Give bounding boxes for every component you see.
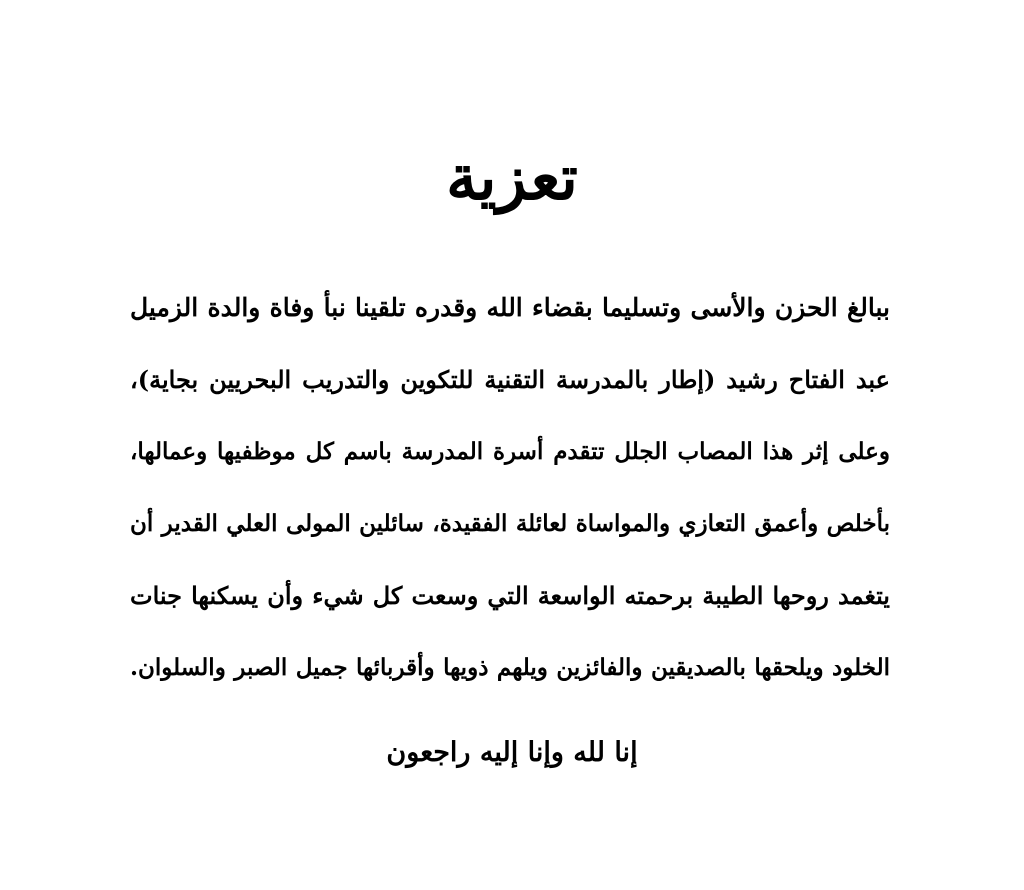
- body-line-2: عبد الفتاح رشيد (إطار بالمدرسة التقنية للتكوين والتدريب البحريين بجاية)،: [130, 365, 890, 394]
- body-line-1: ببالغ الحزن والأسى وتسليما بقضاء الله وقدره تلقينا نبأ وفاة والدة الزميل: [130, 293, 890, 322]
- body-line-5: يتغمد روحها الطيبة برحمته الواسعة التي وسعت كل شيء وأن يسكنها جنات: [130, 581, 890, 610]
- document-title: تعزية: [446, 141, 578, 214]
- body-line-3: وعلى إثر هذا المصاب الجلل تتقدم أسرة المدرسة باسم كل موظفيها وعمالها،: [130, 438, 890, 465]
- closing-phrase: إنا لله وإنا إليه راجعون: [386, 737, 638, 768]
- body-line-6: الخلود ويلحقها بالصديقين والفائزين ويلهم ذويها وأقربائها جميل الصبر والسلوان.: [130, 654, 890, 681]
- condolence-body: [130, 280, 890, 712]
- body-line-4: بأخلص وأعمق التعازي والمواساة لعائلة الفقيدة، سائلين المولى العلي القدير أن: [130, 510, 890, 537]
